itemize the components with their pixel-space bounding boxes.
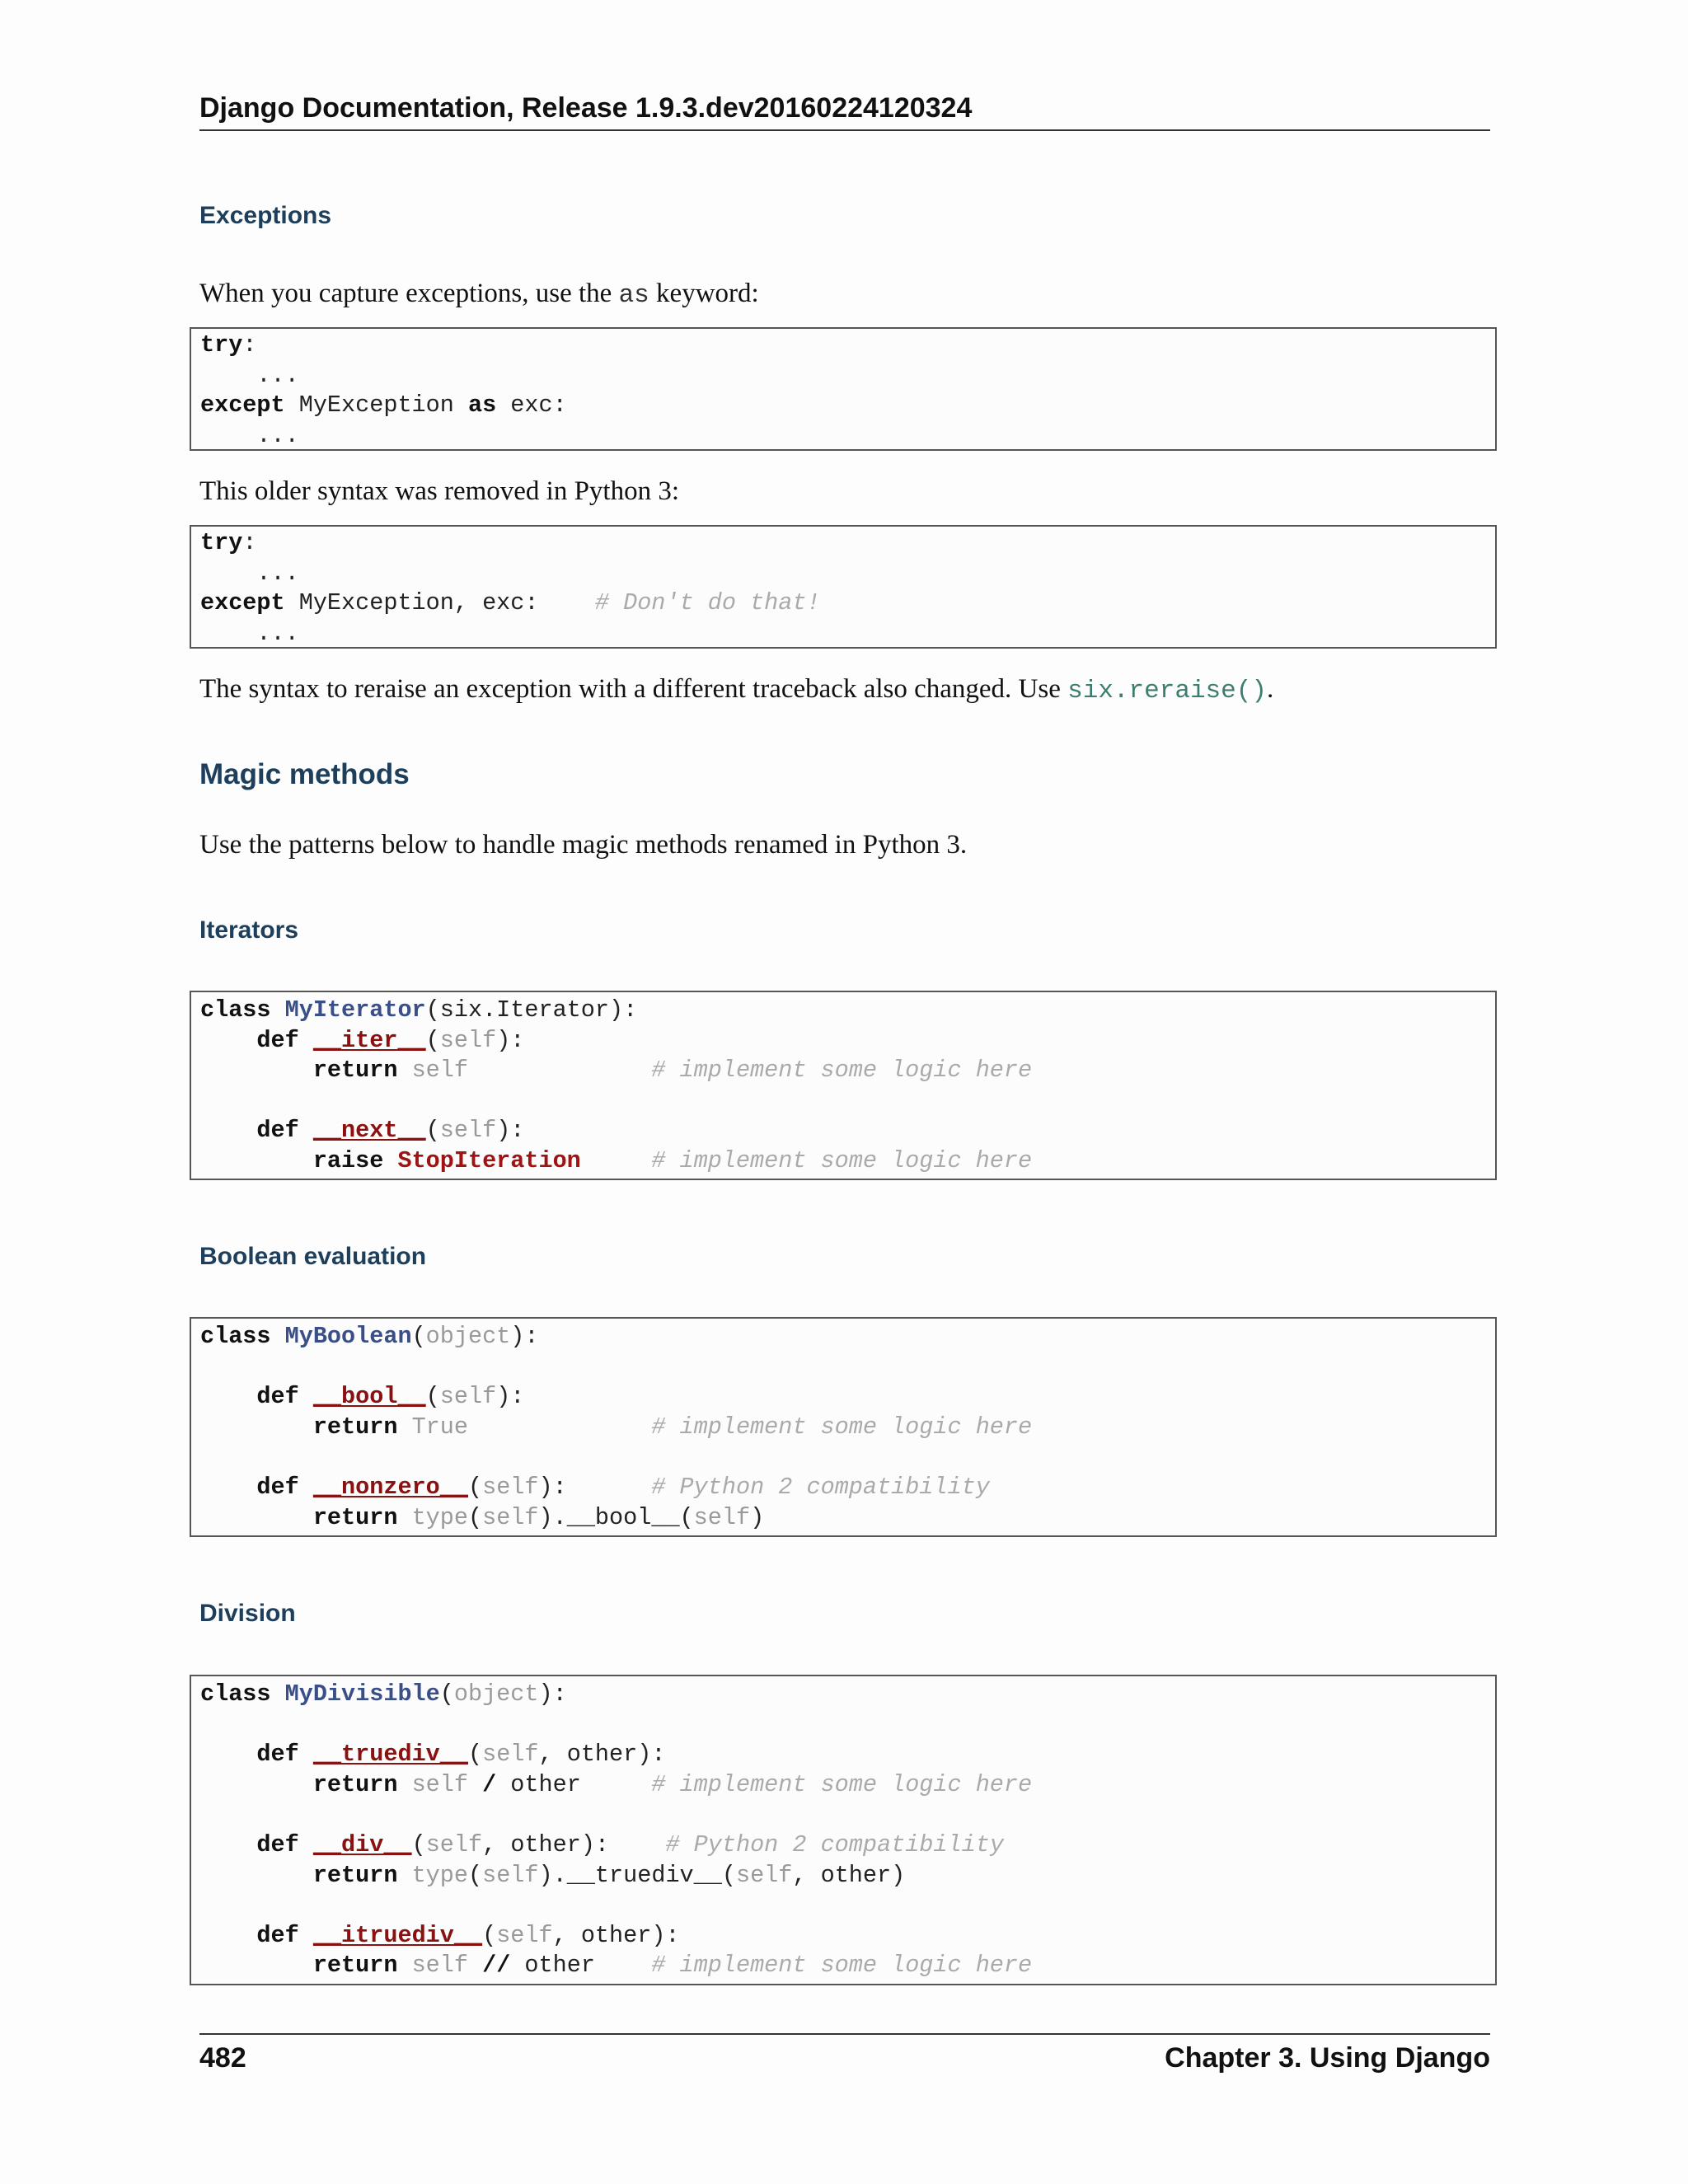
code-text [468,1771,482,1798]
code-text: ): [538,1680,567,1708]
code-text [200,1027,256,1054]
code-text: ( [425,1383,440,1411]
code-line [200,1800,1495,1830]
code-class-name: MyIterator [284,996,426,1024]
code-keyword: def [256,1830,299,1858]
code-text [200,1741,256,1768]
code-text: ( [439,1680,454,1708]
code-text: ( [411,1830,426,1858]
code-text: ( [467,1503,483,1531]
code-function-name: __itruediv__ [312,1921,483,1949]
code-keyword: class [200,996,271,1024]
code-class-name: MyBoolean [284,1323,412,1350]
code-keyword: return [312,1952,398,1980]
code-function-name: __next__ [312,1117,426,1145]
code-keyword: as [467,391,497,419]
code-text [200,1474,256,1501]
code-text [468,1952,482,1979]
code-text [200,1504,313,1531]
code-builtin: True [411,1413,468,1441]
code-line [200,1146,1495,1177]
code-text [468,1413,651,1441]
code-operator: // [482,1952,511,1980]
code-text: ( [467,1473,483,1501]
code-text [397,1057,411,1084]
code-text: exc: [496,391,567,419]
code-line [200,391,1495,421]
code-comment: # Python 2 compatibility [651,1473,990,1501]
code-builtin: self [439,1026,497,1054]
code-text: MyException [284,391,468,419]
code-text [271,996,285,1024]
code-text: ... [200,559,299,587]
paragraph-old-syntax: This older syntax was removed in Python 3: [199,476,680,506]
code-line [200,361,1495,391]
code-line [200,1891,1495,1921]
code-builtin: self [439,1117,497,1145]
code-text [299,1117,313,1144]
code-block-boolean [190,1317,1497,1537]
code-block-iterator [190,991,1497,1180]
code-text [299,1383,313,1410]
code-text: ( [425,1026,440,1054]
header-divider [199,129,1490,131]
code-text [200,1383,256,1410]
code-operator: / [482,1770,497,1798]
code-text [200,1117,256,1144]
code-builtin: self [482,1473,539,1501]
code-line [200,1086,1495,1117]
heading-magic-methods: Magic methods [199,758,410,790]
code-line [200,1830,1495,1861]
code-line [200,1473,1495,1503]
code-comment: # Don't do that! [594,589,821,617]
code-line [200,1740,1495,1770]
code-line [200,1503,1495,1534]
code-builtin: self [411,1057,468,1085]
code-block-try-except-as [190,327,1497,451]
code-builtin: self [439,1383,497,1411]
code-comment: # Python 2 compatibility [665,1830,1004,1858]
code-line [200,1861,1495,1891]
code-line [200,1352,1495,1383]
code-builtin: self [482,1503,539,1531]
code-text: , other): [552,1921,680,1949]
text-segment: . [1266,674,1274,704]
six-reraise-link[interactable]: six.reraise() [1067,677,1267,705]
code-line [200,421,1495,452]
code-block-division [190,1675,1497,1985]
code-function-name: __div__ [312,1830,412,1858]
code-comment: # implement some logic here [651,1057,1033,1085]
code-keyword: try [200,529,243,556]
code-keyword: except [200,391,285,419]
code-builtin: self [735,1861,793,1889]
code-text [299,1922,313,1949]
code-builtin: object [425,1323,511,1350]
code-exception: StopIteration [397,1146,581,1174]
code-text [299,1831,313,1858]
code-line [200,588,1495,619]
chapter-label: Chapter 3. Using Django [1165,2042,1490,2074]
code-line [200,619,1495,649]
code-line [200,528,1495,559]
code-function-name: __truediv__ [312,1741,468,1769]
code-line [200,1951,1495,1981]
code-keyword: class [200,1323,271,1350]
code-keyword: raise [312,1146,384,1174]
code-keyword: def [256,1741,299,1769]
code-text: ).__truediv__( [538,1861,736,1889]
code-builtin: self [482,1741,539,1769]
heading-iterators: Iterators [199,916,299,944]
code-text: ( [482,1921,497,1949]
code-comment: # implement some logic here [651,1413,1033,1441]
code-builtin: self [693,1503,751,1531]
code-keyword: def [256,1117,299,1145]
code-text [397,1862,411,1889]
code-text [397,1413,411,1441]
heading-boolean-evaluation: Boolean evaluation [199,1243,427,1270]
code-function-name: __bool__ [312,1383,426,1411]
code-text [397,1771,411,1798]
running-header: Django Documentation, Release 1.9.3.dev20160224120324 [199,92,973,124]
code-line [200,1322,1495,1352]
code-keyword: return [312,1413,398,1441]
code-keyword: return [312,1861,398,1889]
code-builtin: self [482,1861,539,1889]
code-text: ... [200,361,299,389]
code-text: ( [425,1117,440,1145]
code-line [200,1710,1495,1741]
code-line [200,1382,1495,1413]
code-keyword: try [200,331,243,359]
code-builtin: self [411,1770,468,1798]
heading-exceptions: Exceptions [199,202,332,229]
code-text: ): [496,1383,525,1411]
code-text [468,1057,651,1084]
text-segment: The syntax to reraise an exception with a different traceback also changed. Use [199,674,1068,704]
code-text [299,1027,313,1054]
code-function-name: __iter__ [312,1026,426,1054]
code-keyword: def [256,1473,299,1501]
code-line [200,1026,1495,1057]
code-text: ): [496,1117,525,1145]
code-builtin: self [425,1830,483,1858]
code-text [200,1831,256,1858]
code-builtin: self [411,1952,468,1980]
code-text: (six.Iterator): [425,996,638,1024]
code-text: , other): [482,1830,666,1858]
code-line [200,996,1495,1026]
code-text: ): [510,1323,539,1350]
code-text: MyException, exc: [284,589,595,617]
code-line [200,1680,1495,1710]
code-keyword: def [256,1921,299,1949]
paragraph-magic-intro: Use the patterns below to handle magic methods renamed in Python 3. [199,830,968,860]
code-text [581,1147,652,1174]
code-line [200,330,1495,361]
text-segment: keyword: [649,279,759,308]
paragraph-reraise [199,673,1493,708]
code-text [200,1147,313,1174]
code-text: , other): [538,1741,666,1769]
code-line [200,1116,1495,1146]
code-text [200,1952,313,1979]
code-text [271,1680,285,1708]
inline-code-as: as [618,281,649,310]
code-text [200,1771,313,1798]
code-comment: # implement some logic here [651,1146,1033,1174]
code-text: ).__bool__( [538,1503,694,1531]
code-text [397,1504,411,1531]
code-keyword: def [256,1026,299,1054]
code-text: other [510,1952,652,1980]
code-text: other [496,1770,652,1798]
code-line [200,1442,1495,1473]
code-keyword: return [312,1057,398,1085]
code-text [200,1413,313,1441]
code-text: , other) [792,1861,906,1889]
code-builtin: self [496,1921,553,1949]
code-text: : [242,529,257,556]
code-builtin: type [411,1503,468,1531]
code-keyword: return [312,1503,398,1531]
code-text: : [242,331,257,359]
code-builtin: type [411,1861,468,1889]
code-text: ( [467,1861,483,1889]
code-text [299,1741,313,1768]
code-line [200,1921,1495,1952]
footer-divider [199,2033,1490,2035]
page-number: 482 [199,2042,246,2074]
code-text [397,1952,411,1979]
code-keyword: return [312,1770,398,1798]
code-text [299,1474,313,1501]
heading-division: Division [199,1600,296,1627]
code-line [200,559,1495,589]
code-class-name: MyDivisible [284,1680,440,1708]
code-keyword: class [200,1680,271,1708]
code-text [200,1862,313,1889]
paragraph-exceptions-intro [199,277,1493,312]
code-line [200,1056,1495,1086]
code-text: ... [200,421,299,449]
code-keyword: except [200,589,285,617]
code-comment: # implement some logic here [651,1770,1033,1798]
code-text: ): [496,1026,525,1054]
code-line [200,1770,1495,1801]
text-segment: When you capture exceptions, use the [199,279,619,308]
code-text [200,1057,313,1084]
code-text [383,1147,397,1174]
code-function-name: __nonzero__ [312,1473,468,1501]
code-builtin: object [453,1680,539,1708]
code-text: ... [200,619,299,647]
code-text: ( [467,1741,483,1769]
code-comment: # implement some logic here [651,1952,1033,1980]
code-text: ) [750,1503,765,1531]
code-text [271,1323,285,1350]
code-text: ): [538,1473,652,1501]
code-keyword: def [256,1383,299,1411]
code-block-try-except-old [190,525,1497,649]
code-line [200,1413,1495,1443]
code-text [200,1922,256,1949]
code-text: ( [411,1323,426,1350]
